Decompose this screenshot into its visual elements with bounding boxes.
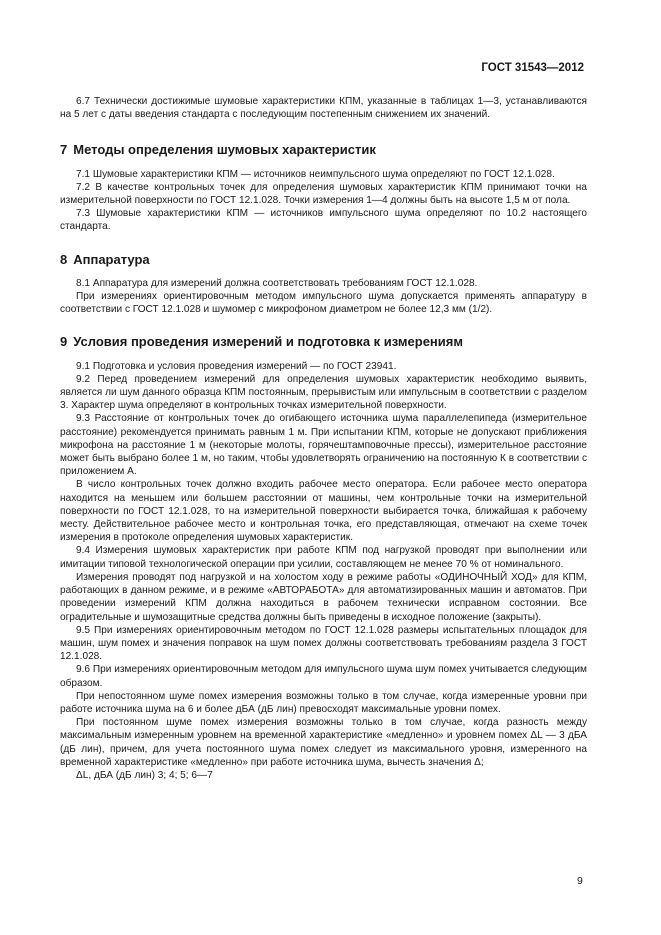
- section-title: Условия проведения измерений и подготовка к измерениям: [73, 334, 463, 350]
- paragraph-9-3: 9.3 Расстояние от контрольных точек до огибающего источника шума параллелепипеда (измерительное расстояние) рекомендуется принимать равным 1 м. При испытании КПМ, которые не допускают приближения микрофона на расстояние 1 м (некоторые молоты, горячештамповочные прессы), измерительное расстояние может быть выбрано более 1 м, но таким, чтобы удовлетворять ограничению на постоянную К в соответствии с приложением А.: [60, 413, 587, 478]
- paragraph-6-7: 6.7 Технически достижимые шумовые характеристики КПМ, указанные в таблицах 1—3, устанавливаются на 5 лет с даты введения стандарта с последующим постепенным снижением их значений.: [60, 96, 587, 121]
- paragraph-9-4-modes: Измерения проводят под нагрузкой и на холостом ходу в режиме работы «ОДИНОЧНЫЙ ХОД» для КПМ, работающих в данном режиме, и в режиме «АВТОРАБОТА» для автоматизированных машин и автоматов. При проведении измерений КПМ должна находиться в рабочем технически исправном состоянии. Все оградительные и шумозащитные средства должны быть приведены в исходное положение (закрыты).: [60, 571, 587, 623]
- paragraph-9-1: 9.1 Подготовка и условия проведения измерений — по ГОСТ 23941.: [76, 360, 397, 372]
- section-number: 7: [60, 142, 68, 158]
- section-title: Аппаратура: [73, 251, 150, 267]
- page-number: 9: [577, 875, 583, 887]
- paragraph-8-2: При измерениях ориентировочным методом импульсного шума допускается применять аппаратуру в соответствии с ГОСТ 12.1.028 и шумомер с микрофоном диаметром не более 12,3 мм (1/2).: [60, 291, 587, 316]
- paragraph-8-1: 8.1 Аппаратура для измерений должна соответствовать требованиям ГОСТ 12.1.028.: [76, 277, 478, 289]
- paragraph-9-6: 9.6 При измерениях ориентировочным методом для импульсного шума шум помех учитывается следующим образом.: [60, 664, 587, 689]
- section-8-heading: [60, 253, 587, 266]
- paragraph-9-4: 9.4 Измерения шумовых характеристик при работе КПМ под нагрузкой проводят при выполнении или имитации типовой технологической операции при усилии, составляющем не менее 70 % от номинального.: [60, 545, 587, 570]
- paragraph-9-6-nonconstant: При непостоянном шуме помех измерения возможны только в том случае, когда измеренные уровни при работе источника шума на 6 и более дБА (дБ лин) превосходят максимальные уровни помех.: [60, 690, 587, 715]
- paragraph-9-3-operator: В число контрольных точек должно входить рабочее место оператора. Если рабочее место оператора находится на меньшем или большем расстоянии от машины, чем контрольные точки на измерительной поверхности по ГОСТ 12.1.028, то на измерительной поверхности выбирается точка, ближайшая к рабочему месту. Действительное рабочее место и контрольная точка, его представляющая, отмечают на схеме точек измерения в протоколе определения шумовых характеристик.: [60, 479, 587, 544]
- section-number: 8: [60, 251, 68, 267]
- paragraph-7-1: 7.1 Шумовые характеристики КПМ — источников неимпульсного шума определяют по ГОСТ 12.1.028.: [76, 168, 555, 180]
- paragraph-7-3: 7.3 Шумовые характеристики КПМ — источников импульсного шума определяют по 10.2 настоящего стандарта.: [60, 208, 587, 233]
- paragraph-9-2: 9.2 Перед проведением измерений для определения шумовых характеристик необходимо выявить, является ли шум данного образца КПМ постоянным, прерывистым или импульсным в соответствии с разделом 3. Характер шума определяют в контрольных точках измерительной поверхности.: [60, 373, 587, 412]
- paragraph-7-2: 7.2 В качестве контрольных точек для определения шумовых характеристик КПМ принимают точки на измерительной поверхности по ГОСТ 12.1.028. Точки измерения 1—4 должны быть на высоте 1,5 м от пола.: [60, 181, 587, 207]
- section-7-heading: [60, 143, 587, 156]
- paragraph-9-5: 9.5 При измерениях ориентировочным методом по ГОСТ 12.1.028 размеры испытательных площадок для машин, шум помех и значения поправок на шум помех должны соответствовать требованиям раздела 3 ГОСТ 12.1.028.: [60, 624, 587, 663]
- paragraph-9-6-constant: При постоянном шуме помех измерения возможны только в том случае, когда разность между максимальным измеренным уровнем на временной характеристике «медленно» и уровнем помех ΔL — 3 дБА (дБ лин), причем, для учета постоянного шума помех следует из максимального уровня, измеренного на временной характеристике «медленно» при работе источника шума, вычесть значения Δ;: [60, 717, 587, 768]
- section-number: 9: [60, 334, 68, 350]
- section-9-heading: [60, 335, 587, 348]
- section-title: Методы определения шумовых характеристик: [73, 142, 376, 158]
- document-id-header: ГОСТ 31543—2012: [481, 62, 584, 74]
- delta-values-line: ΔL, дБА (дБ лин) 3; 4; 5; 6—7: [76, 769, 213, 781]
- document-body: [60, 95, 587, 782]
